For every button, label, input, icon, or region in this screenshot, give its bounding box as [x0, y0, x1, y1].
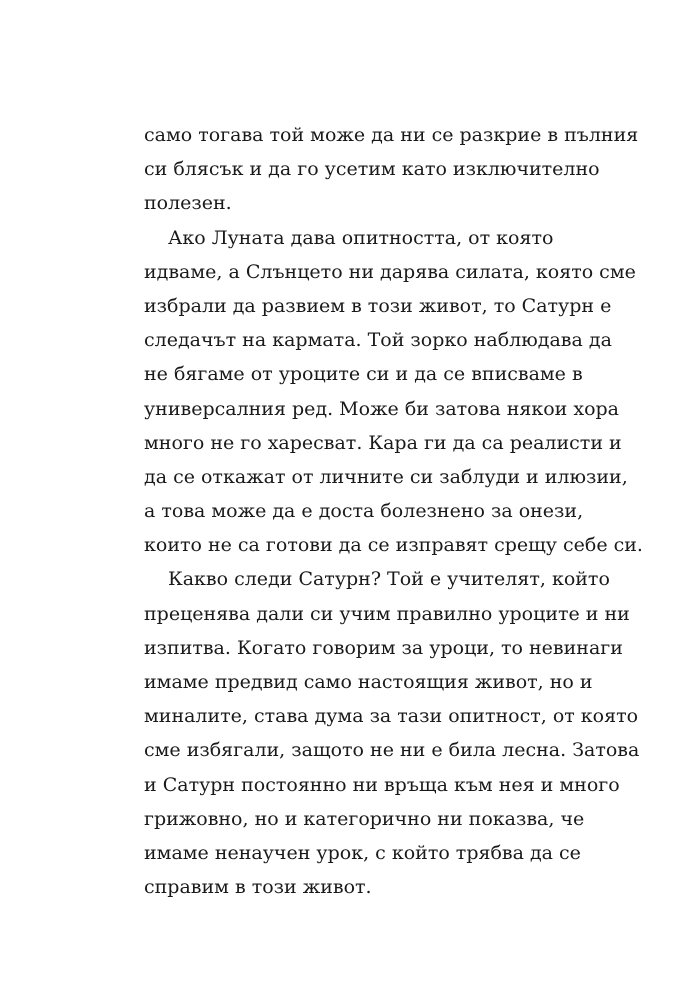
text-line: избрали да развием в този живот, то Сатурн е [144, 294, 612, 317]
text-line: Ако Луната дава опитността, от която [168, 226, 554, 249]
text-line: справим в този живот. [144, 876, 372, 899]
text-line: които не са готови да се изправят срещу себе си. [144, 534, 643, 557]
text-line: миналите, става дума за тази опитност, от която [144, 705, 639, 728]
text-line: сме избягали, защото не ни е била лесна. Затова [144, 739, 640, 762]
body-text [144, 118, 643, 904]
text-line: и Сатурн постоянно ни връща към нея и много [144, 773, 620, 796]
text-line: преценява дали си учим правилно уроците и ни [144, 602, 630, 625]
text-line: да се откажат от личните си заблуди и илюзии, [144, 465, 628, 488]
text-line: изпитва. Когато говорим за уроци, то невинаги [144, 636, 623, 659]
paragraph-3 [144, 562, 640, 904]
text-line: много не го харесват. Кара ги да са реалисти и [144, 431, 622, 454]
text-line: имаме ненаучен урок, с който трябва да се [144, 841, 581, 864]
text-line: само тогава той може да ни се разкрие в пълния [144, 124, 639, 146]
text-line: Какво следи Сатурн? Той е учителят, който [168, 568, 610, 591]
text-line: идваме, а Слънцето ни дарява силата, която сме [144, 260, 636, 283]
text-line: а това може да е доста болезнено за онези, [144, 500, 584, 523]
text-line: универсалния ред. Може би затова някои хора [144, 397, 619, 420]
text-line: не бягаме от уроците си и да се вписваме в [144, 363, 583, 386]
text-line: си блясък и да го усетим като изключително [144, 158, 600, 181]
paragraph-1 [144, 118, 639, 221]
paragraph-2 [144, 221, 643, 563]
text-line: полезен. [144, 192, 232, 215]
text-line: следачът на кармата. Той зорко наблюдава да [144, 329, 612, 352]
text-line: имаме предвид само настоящия живот, но и [144, 671, 593, 693]
text-line: грижовно, но и категорично ни показва, че [144, 807, 585, 830]
